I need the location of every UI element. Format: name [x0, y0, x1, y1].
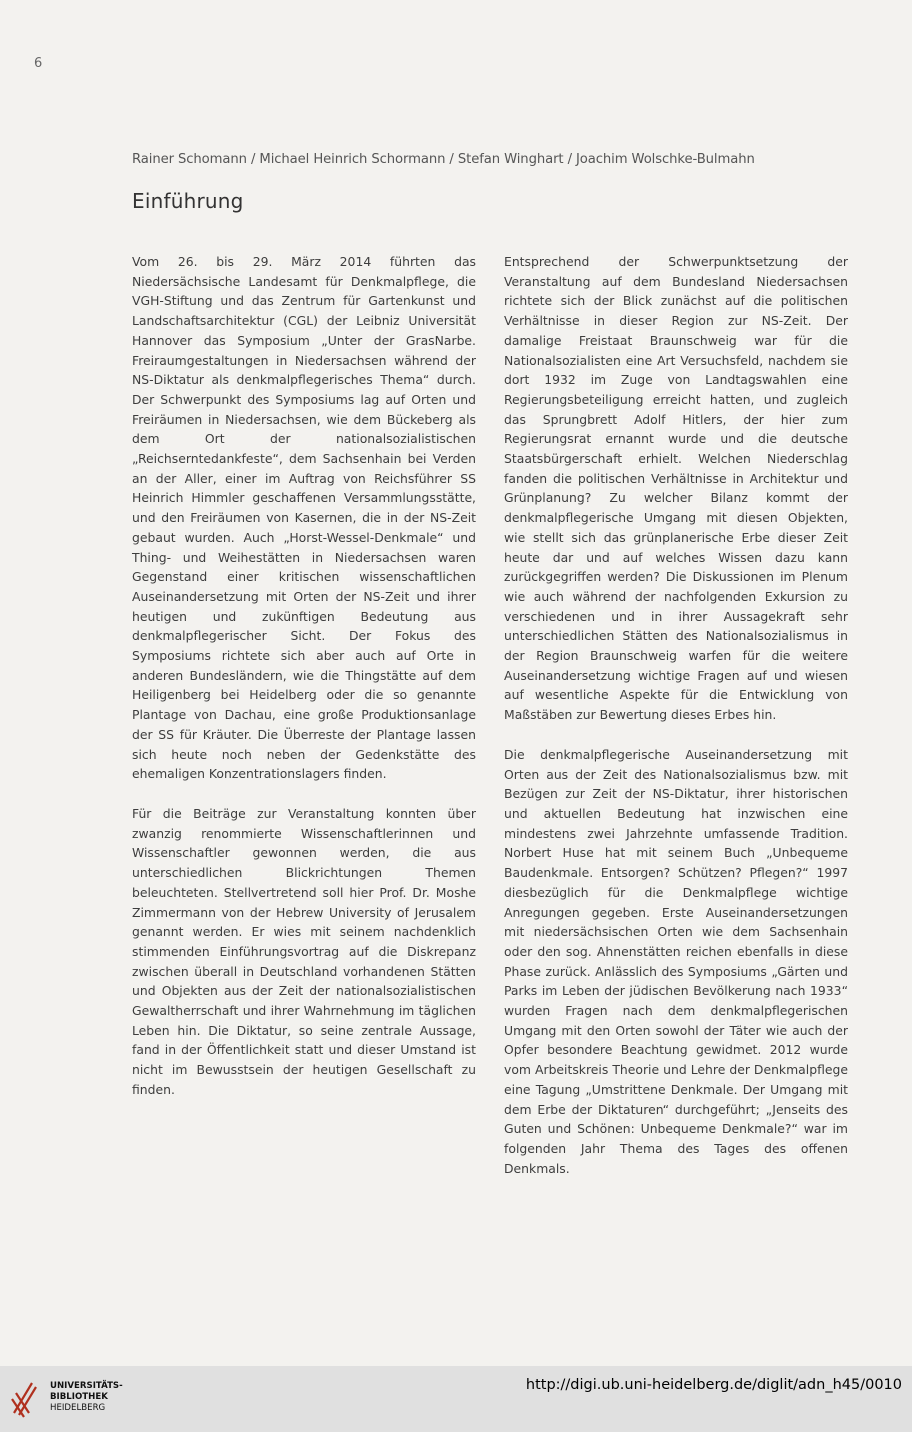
paragraph: Vom 26. bis 29. März 2014 führten das Niedersächsische Landesamt für Denkmalpflege, die VGH-Stiftung und das Zentrum für Gartenkunst und Landschaftsarchitektur (CGL) der Leibniz Universität Hannover das Symposium „Unter der GrasNarbe. Freiraumgestaltungen in Niedersachsen während der NS-Diktatur als denkmalpflegerisches Thema“ durch. Der Schwerpunkt des Symposiums lag auf Orten und Freiräumen in Niedersachsen, wie dem Bückeberg als dem Ort der nationalsozialistischen „Reichserntedankfeste“, dem Sachsenhain bei Verden an der Aller, einer im Auftrag von Reichsführer SS Heinrich Himmler geschaffenen Versammlungsstätte, und den Freiräumen von Kasernen, die in der NS-Zeit gebaut wurden. Auch „Horst-Wessel-Denkmale“ und Thing- und Weihestätten in Niedersachsen waren Gegenstand einer kritischen wissenschaftlichen Auseinandersetzung mit Orten der NS-Zeit und ihrer heutigen und zukünftigen Bedeutung aus denkmalpflegerischer Sicht. Der Fokus des Symposiums richtete sich aber auch auf Orte in anderen Bundesländern, wie die Thingstätte auf dem Heiligenberg bei Heidelberg oder die so genannte Plantage von Dachau, eine große Produktionsanlage der SS für Kräuter. Die Überreste der Plantage lassen sich heute noch neben der Gedenkstätte des ehemaligen Konzentrationslagers finden.: [132, 254, 476, 782]
viewer-footer: [0, 1366, 912, 1432]
page-title: Einführung: [132, 189, 244, 213]
paragraph: Entsprechend der Schwerpunktsetzung der Veranstaltung auf dem Bundesland Niedersachsen richtete sich der Blick zunächst auf die politischen Verhältnisse in dieser Region zur NS-Zeit. Der damalige Freistaat Braunschweig war für die Nationalsozialisten eine Art Versuchsfeld, nachdem sie dort 1932 im Zuge von Landtagswahlen eine Regierungsbeteiligung erreicht hatten, und zugleich das Sprungbrett Adolf Hitlers, der hier zum Regierungsrat ernannt wurde und die deutsche Staatsbürgerschaft erhielt. Welchen Niederschlag fanden die politischen Verhältnisse in Architektur und Grünplanung? Zu welcher Bilanz kommt der denkmalpflegerische Umgang mit diesen Objekten, wie stellt sich das grünplanerische Erbe dieser Zeit heute dar und auf welches Wissen dazu kann zurückgegriffen werden? Die Diskussionen im Plenum wie auch während der nachfolgenden Exkursion zu verschiedenen und in ihrer Aussagekraft sehr unterschiedlichen Stätten des Nationalsozialismus in der Region Braunschweig warfen für die weitere Auseinandersetzung wichtige Fragen auf und wiesen auf wesentliche Aspekte für die Entwicklung von Maßstäben zur Bewertung dieses Erbes hin.: [504, 254, 848, 723]
authors-line: Rainer Schomann / Michael Heinrich Schormann / Stefan Winghart / Joachim Wolschke-Bulmahn: [132, 152, 755, 167]
page-number: 6: [34, 56, 43, 71]
right-column: [504, 252, 848, 1198]
permalink-url[interactable]: http://digi.ub.uni-heidelberg.de/diglit/adn_h45/0010: [525, 1377, 902, 1393]
paragraph: Für die Beiträge zur Veranstaltung konnten über zwanzig renommierte Wissenschaftlerinnen und Wissenschaftler gewonnen werden, die aus unterschiedlichen Blickrichtungen Themen beleuchteten. Stellvertretend soll hier Prof. Dr. Moshe Zimmermann von der Hebrew University of Jerusalem genannt werden. Er wies mit seinem nachdenklich stimmenden Einführungsvortrag auf die Diskrepanz zwischen überall in Deutschland vorhandenen Stätten und Objekten aus der Zeit der nationalsozialistischen Gewaltherrschaft und ihrer Wahrnehmung im täglichen Leben hin. Die Diktatur, so seine zentrale Aussage, fand in der Öffentlichkeit statt und dieser Umstand ist nicht im Bewusstsein der heutigen Gesellschaft zu finden.: [132, 805, 476, 1097]
left-column: [132, 252, 476, 1120]
library-name[interactable]: UNIVERSITÄTS- BIBLIOTHEK HEIDELBERG: [50, 1381, 123, 1413]
paragraph: Die denkmalpflegerische Auseinandersetzung mit Orten aus der Zeit des Nationalsozialismus bzw. mit Bezügen zur Zeit der NS-Diktatur, ihrer historischen und aktuellen Bedeutung hat inzwischen eine mindestens zwei Jahrzehnte umfassende Tradition. Norbert Huse hat mit seinem Buch „Unbequeme Baudenkmale. Entsorgen? Schützen? Pflegen?“ 1997 diesbezüglich für die Denkmalpflege wichtige Anregungen gegeben. Erste Auseinandersetzungen mit niedersächsischen Orten wie dem Sachsenhain oder den sog. Ahnenstätten reichen ebenfalls in diese Phase zurück. Anlässlich des Symposiums „Gärten und Parks im Leben der jüdischen Bevölkerung nach 1933“ wurden Fragen nach dem denkmalpflegerischen Umgang mit den Orten sowohl der Täter wie auch der Opfer besondere Beachtung gewidmet. 2012 wurde vom Arbeitskreis Theorie und Lehre der Denkmalpflege eine Tagung „Umstrittene Denkmale. Der Umgang mit dem Erbe der Diktaturen“ durchgeführt; „Jenseits des Guten und Schönen: Unbequeme Denkmale?“ war im folgenden Jahr Thema des Tages des offenen Denkmals.: [504, 746, 848, 1176]
library-logo-icon[interactable]: [10, 1377, 40, 1421]
